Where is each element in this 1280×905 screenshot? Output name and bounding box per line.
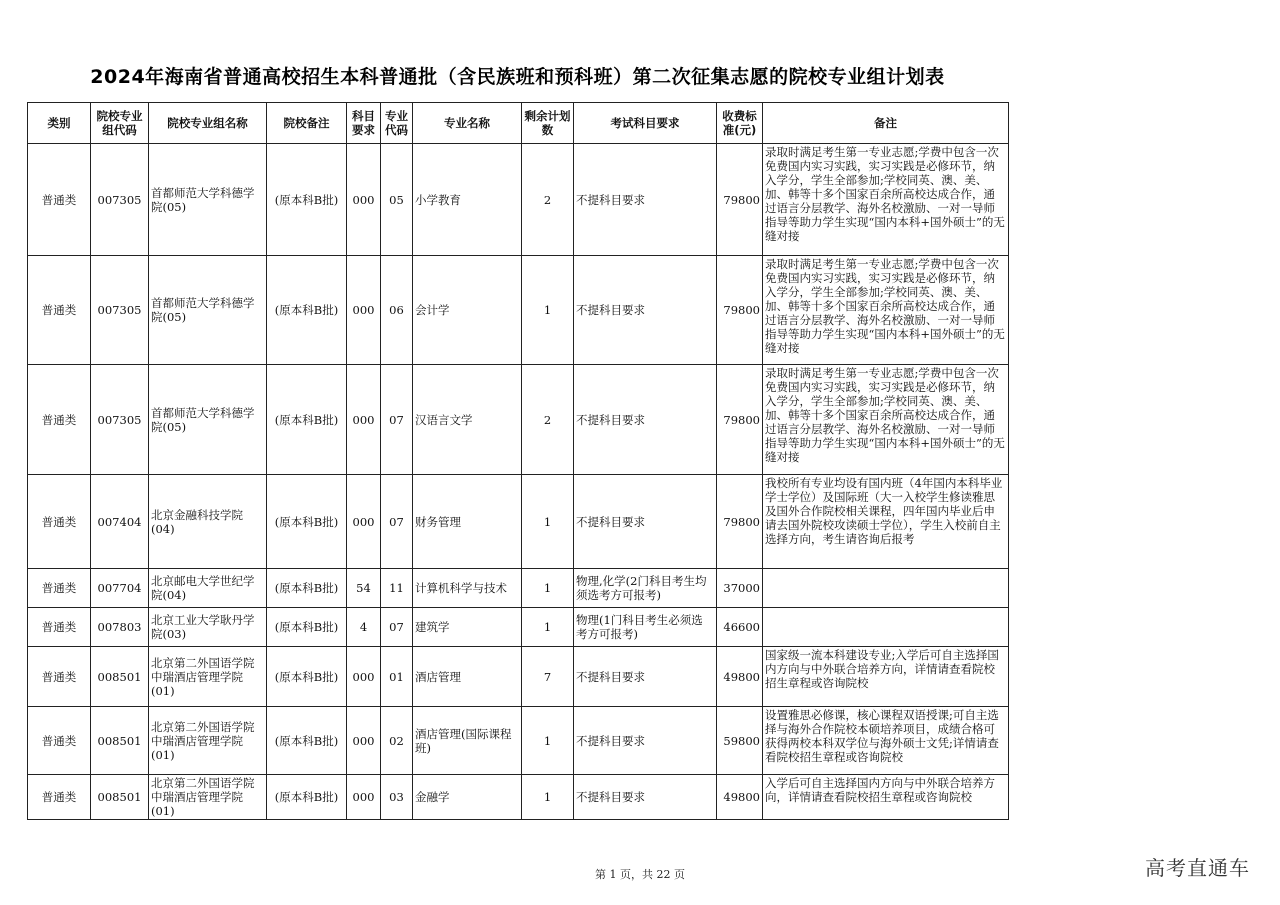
cell-major-code: 06 bbox=[381, 256, 413, 365]
cell-subject-req: 54 bbox=[347, 569, 381, 608]
cell-subject-req: 000 bbox=[347, 365, 381, 475]
cell-subject-req: 000 bbox=[347, 475, 381, 569]
cell-group-name: 首都师范大学科德学院(05) bbox=[149, 144, 267, 256]
cell-group-code: 007404 bbox=[91, 475, 149, 569]
cell-remark: 录取时满足考生第一专业志愿;学费中包含一次免费国内实习实践，实习实践是必修环节，纳入学分，学生全部参加;学校同英、澳、美、加、韩等十多个国家百余所高校达成合作，通过语言分层教学、海外名校激励、一对一导师指导等助力学生实现“国内本科+国外硕士”的无缝对接 bbox=[763, 256, 1009, 365]
cell-major-code: 01 bbox=[381, 647, 413, 707]
table-row bbox=[28, 475, 1009, 569]
cell-school-note: (原本科B批) bbox=[267, 707, 347, 775]
cell-fee: 79800 bbox=[717, 256, 763, 365]
cell-remark: 录取时满足考生第一专业志愿;学费中包含一次免费国内实习实践，实习实践是必修环节，纳入学分，学生全部参加;学校同英、澳、美、加、韩等十多个国家百余所高校达成合作，通过语言分层教学、海外名校激励、一对一导师指导等助力学生实现“国内本科+国外硕士”的无缝对接 bbox=[763, 365, 1009, 475]
cell-remaining: 7 bbox=[522, 647, 574, 707]
cell-remaining: 1 bbox=[522, 475, 574, 569]
cell-subject-req: 000 bbox=[347, 144, 381, 256]
table-row bbox=[28, 144, 1009, 256]
cell-remark: 国家级一流本科建设专业;入学后可自主选择国内方向与中外联合培养方向，详情请查看院校招生章程或咨询院校 bbox=[763, 647, 1009, 707]
cell-category: 普通类 bbox=[28, 707, 91, 775]
cell-group-code: 007704 bbox=[91, 569, 149, 608]
cell-group-name: 首都师范大学科德学院(05) bbox=[149, 365, 267, 475]
cell-subject-req: 000 bbox=[347, 256, 381, 365]
cell-remark: 录取时满足考生第一专业志愿;学费中包含一次免费国内实习实践，实习实践是必修环节，纳入学分，学生全部参加;学校同英、澳、美、加、韩等十多个国家百余所高校达成合作，通过语言分层教学、海外名校激励、一对一导师指导等助力学生实现“国内本科+国外硕士”的无缝对接 bbox=[763, 144, 1009, 256]
cell-remaining: 2 bbox=[522, 144, 574, 256]
cell-subject-req: 000 bbox=[347, 707, 381, 775]
cell-exam-req: 不提科目要求 bbox=[574, 144, 717, 256]
table-row bbox=[28, 647, 1009, 707]
col-header-remaining: 剩余计划数 bbox=[522, 103, 574, 144]
cell-fee: 79800 bbox=[717, 144, 763, 256]
cell-exam-req: 不提科目要求 bbox=[574, 775, 717, 820]
cell-category: 普通类 bbox=[28, 775, 91, 820]
cell-school-note: (原本科B批) bbox=[267, 608, 347, 647]
cell-group-code: 008501 bbox=[91, 775, 149, 820]
cell-category: 普通类 bbox=[28, 569, 91, 608]
cell-school-note: (原本科B批) bbox=[267, 365, 347, 475]
cell-major-code: 07 bbox=[381, 608, 413, 647]
cell-subject-req: 000 bbox=[347, 647, 381, 707]
cell-school-note: (原本科B批) bbox=[267, 144, 347, 256]
cell-remaining: 1 bbox=[522, 775, 574, 820]
cell-remaining: 1 bbox=[522, 608, 574, 647]
cell-school-note: (原本科B批) bbox=[267, 775, 347, 820]
col-header-group-code: 院校专业组代码 bbox=[91, 103, 149, 144]
col-header-category: 类别 bbox=[28, 103, 91, 144]
cell-school-note: (原本科B批) bbox=[267, 256, 347, 365]
table-row bbox=[28, 569, 1009, 608]
cell-exam-req: 不提科目要求 bbox=[574, 256, 717, 365]
cell-remark: 我校所有专业均设有国内班（4年国内本科毕业学士学位）及国际班（大一入校学生修读雅思及国外合作院校相关课程，四年国内毕业后申请去国外院校攻读硕士学位），学生入校前自主选择方向，考生请咨询后报考 bbox=[763, 475, 1009, 569]
cell-exam-req: 不提科目要求 bbox=[574, 707, 717, 775]
cell-fee: 49800 bbox=[717, 647, 763, 707]
table-row bbox=[28, 608, 1009, 647]
table-row bbox=[28, 707, 1009, 775]
cell-category: 普通类 bbox=[28, 475, 91, 569]
cell-major-name: 小学教育 bbox=[413, 144, 522, 256]
col-header-remark: 备注 bbox=[763, 103, 1009, 144]
cell-group-name: 北京第二外国语学院中瑞酒店管理学院(01) bbox=[149, 647, 267, 707]
table-row bbox=[28, 365, 1009, 475]
cell-category: 普通类 bbox=[28, 144, 91, 256]
cell-fee: 79800 bbox=[717, 365, 763, 475]
col-header-exam-req: 考试科目要求 bbox=[574, 103, 717, 144]
table-row bbox=[28, 775, 1009, 820]
cell-group-name: 北京邮电大学世纪学院(04) bbox=[149, 569, 267, 608]
cell-fee: 79800 bbox=[717, 475, 763, 569]
cell-exam-req: 物理(1门科目考生必须选考方可报考) bbox=[574, 608, 717, 647]
cell-group-name: 首都师范大学科德学院(05) bbox=[149, 256, 267, 365]
cell-exam-req: 不提科目要求 bbox=[574, 475, 717, 569]
cell-group-code: 007305 bbox=[91, 256, 149, 365]
watermark-text: 高考直通车 bbox=[1145, 856, 1250, 880]
cell-subject-req: 4 bbox=[347, 608, 381, 647]
cell-group-name: 北京第二外国语学院中瑞酒店管理学院(01) bbox=[149, 775, 267, 820]
cell-remaining: 1 bbox=[522, 707, 574, 775]
cell-exam-req: 不提科目要求 bbox=[574, 647, 717, 707]
cell-group-code: 008501 bbox=[91, 647, 149, 707]
cell-major-name: 财务管理 bbox=[413, 475, 522, 569]
cell-group-code: 008501 bbox=[91, 707, 149, 775]
cell-school-note: (原本科B批) bbox=[267, 647, 347, 707]
plan-table bbox=[27, 102, 1009, 820]
cell-remark bbox=[763, 608, 1009, 647]
cell-school-note: (原本科B批) bbox=[267, 569, 347, 608]
cell-school-note: (原本科B批) bbox=[267, 475, 347, 569]
cell-major-code: 07 bbox=[381, 475, 413, 569]
cell-exam-req: 物理,化学(2门科目考生均须选考方可报考) bbox=[574, 569, 717, 608]
cell-category: 普通类 bbox=[28, 256, 91, 365]
cell-major-name: 会计学 bbox=[413, 256, 522, 365]
table-row bbox=[28, 256, 1009, 365]
cell-remark bbox=[763, 569, 1009, 608]
cell-group-code: 007803 bbox=[91, 608, 149, 647]
cell-major-code: 03 bbox=[381, 775, 413, 820]
col-header-subject-req: 科目要求 bbox=[347, 103, 381, 144]
cell-group-name: 北京第二外国语学院中瑞酒店管理学院(01) bbox=[149, 707, 267, 775]
col-header-major-code: 专业代码 bbox=[381, 103, 413, 144]
cell-major-code: 05 bbox=[381, 144, 413, 256]
cell-fee: 59800 bbox=[717, 707, 763, 775]
cell-remark: 设置雅思必修课，核心课程双语授课;可自主选择与海外合作院校本硕培养项目，成绩合格可获得两校本科双学位与海外硕士文凭;详情请查看院校招生章程或咨询院校 bbox=[763, 707, 1009, 775]
table-header-row bbox=[28, 103, 1009, 144]
cell-major-name: 计算机科学与技术 bbox=[413, 569, 522, 608]
cell-major-code: 07 bbox=[381, 365, 413, 475]
cell-remaining: 2 bbox=[522, 365, 574, 475]
cell-subject-req: 000 bbox=[347, 775, 381, 820]
cell-major-name: 酒店管理(国际课程班) bbox=[413, 707, 522, 775]
cell-major-code: 02 bbox=[381, 707, 413, 775]
cell-group-name: 北京金融科技学院(04) bbox=[149, 475, 267, 569]
cell-major-name: 汉语言文学 bbox=[413, 365, 522, 475]
cell-major-name: 酒店管理 bbox=[413, 647, 522, 707]
cell-fee: 37000 bbox=[717, 569, 763, 608]
col-header-fee: 收费标准(元) bbox=[717, 103, 763, 144]
cell-remaining: 1 bbox=[522, 569, 574, 608]
cell-fee: 49800 bbox=[717, 775, 763, 820]
cell-category: 普通类 bbox=[28, 365, 91, 475]
cell-category: 普通类 bbox=[28, 608, 91, 647]
cell-fee: 46600 bbox=[717, 608, 763, 647]
cell-category: 普通类 bbox=[28, 647, 91, 707]
col-header-group-name: 院校专业组名称 bbox=[149, 103, 267, 144]
cell-major-code: 11 bbox=[381, 569, 413, 608]
cell-major-name: 金融学 bbox=[413, 775, 522, 820]
cell-group-code: 007305 bbox=[91, 365, 149, 475]
cell-group-code: 007305 bbox=[91, 144, 149, 256]
cell-major-name: 建筑学 bbox=[413, 608, 522, 647]
page-title: 2024年海南省普通高校招生本科普通批（含民族班和预科班）第二次征集志愿的院校专业组计划表 bbox=[90, 66, 945, 88]
col-header-major-name: 专业名称 bbox=[413, 103, 522, 144]
col-header-school-note: 院校备注 bbox=[267, 103, 347, 144]
page-number: 第 1 页，共 22 页 bbox=[595, 868, 685, 881]
cell-exam-req: 不提科目要求 bbox=[574, 365, 717, 475]
cell-remaining: 1 bbox=[522, 256, 574, 365]
cell-remark: 入学后可自主选择国内方向与中外联合培养方向，详情请查看院校招生章程或咨询院校 bbox=[763, 775, 1009, 820]
cell-group-name: 北京工业大学耿丹学院(03) bbox=[149, 608, 267, 647]
